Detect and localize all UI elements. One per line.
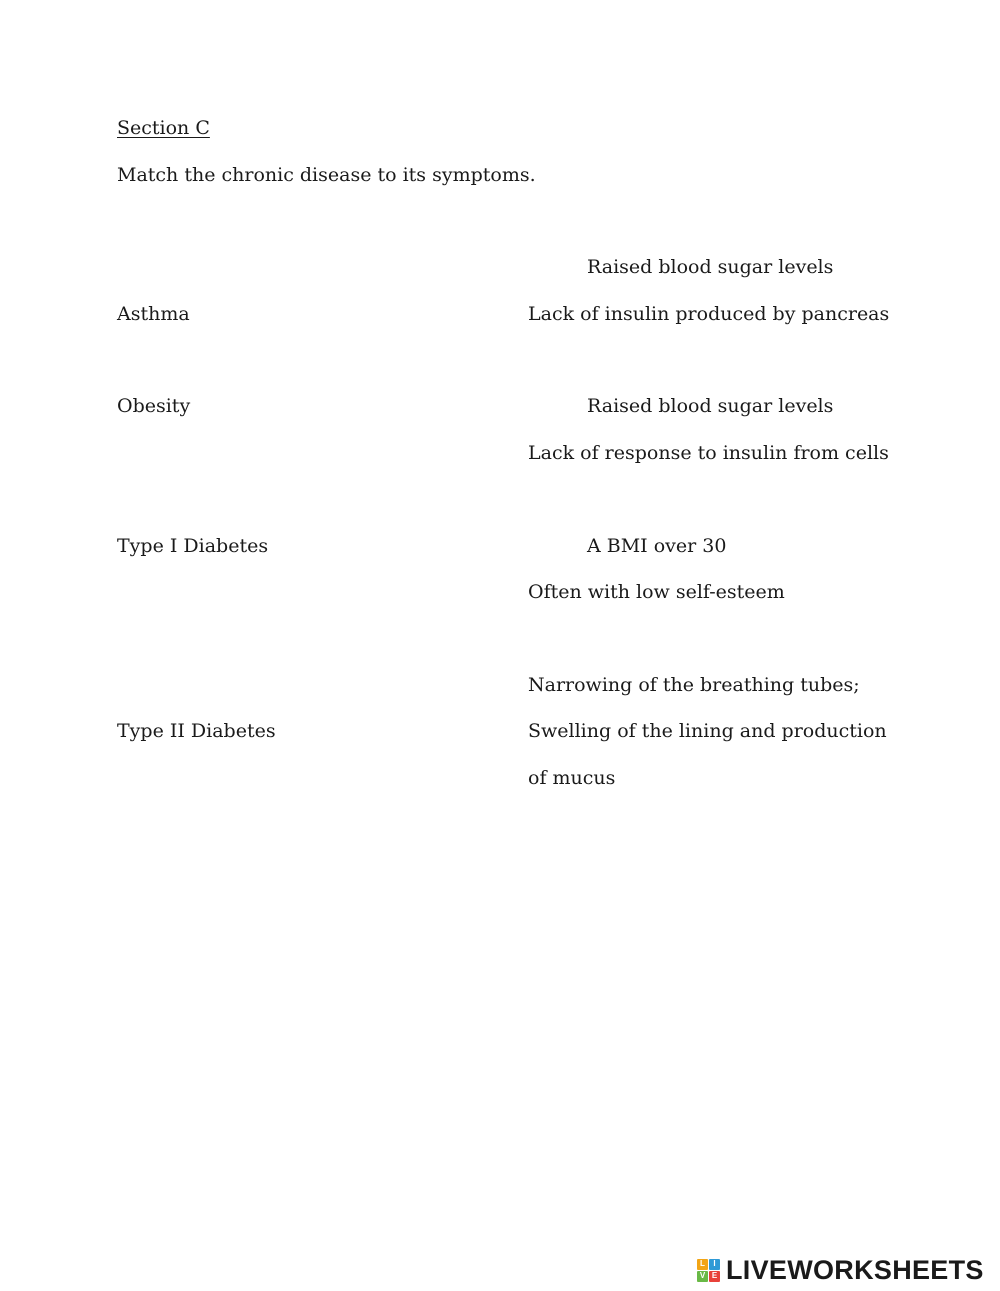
disease-obesity: Obesity bbox=[117, 395, 191, 417]
liveworksheets-logo bbox=[697, 1255, 984, 1285]
disease-type-1-diabetes: Type I Diabetes bbox=[117, 535, 269, 557]
symptom-1-line-1: Raised blood sugar levels bbox=[587, 256, 834, 278]
logo-wordmark: LIVEWORKSHEETS bbox=[726, 1255, 984, 1285]
symptom-1-line-2: Lack of insulin produced by pancreas bbox=[528, 303, 890, 325]
instruction-text: Match the chronic disease to its symptoms. bbox=[117, 164, 536, 186]
symptom-3-line-1: A BMI over 30 bbox=[587, 535, 727, 557]
logo-block-v: V bbox=[697, 1271, 708, 1282]
symptom-2-line-1: Raised blood sugar levels bbox=[587, 395, 834, 417]
symptom-4-line-1: Narrowing of the breathing tubes; bbox=[528, 674, 860, 696]
disease-type-2-diabetes: Type II Diabetes bbox=[117, 720, 276, 742]
symptom-2-line-2: Lack of response to insulin from cells bbox=[528, 442, 889, 464]
section-title: Section C bbox=[117, 117, 210, 139]
disease-asthma: Asthma bbox=[117, 303, 190, 325]
logo-block-e: E bbox=[709, 1271, 720, 1282]
logo-block-l: L bbox=[697, 1259, 708, 1270]
symptom-3-line-2: Often with low self-esteem bbox=[528, 581, 785, 603]
symptom-4-line-3: of mucus bbox=[528, 767, 616, 789]
symptom-4-line-2: Swelling of the lining and production bbox=[528, 720, 887, 742]
logo-blocks-icon bbox=[697, 1259, 720, 1282]
logo-block-i: I bbox=[709, 1259, 720, 1270]
